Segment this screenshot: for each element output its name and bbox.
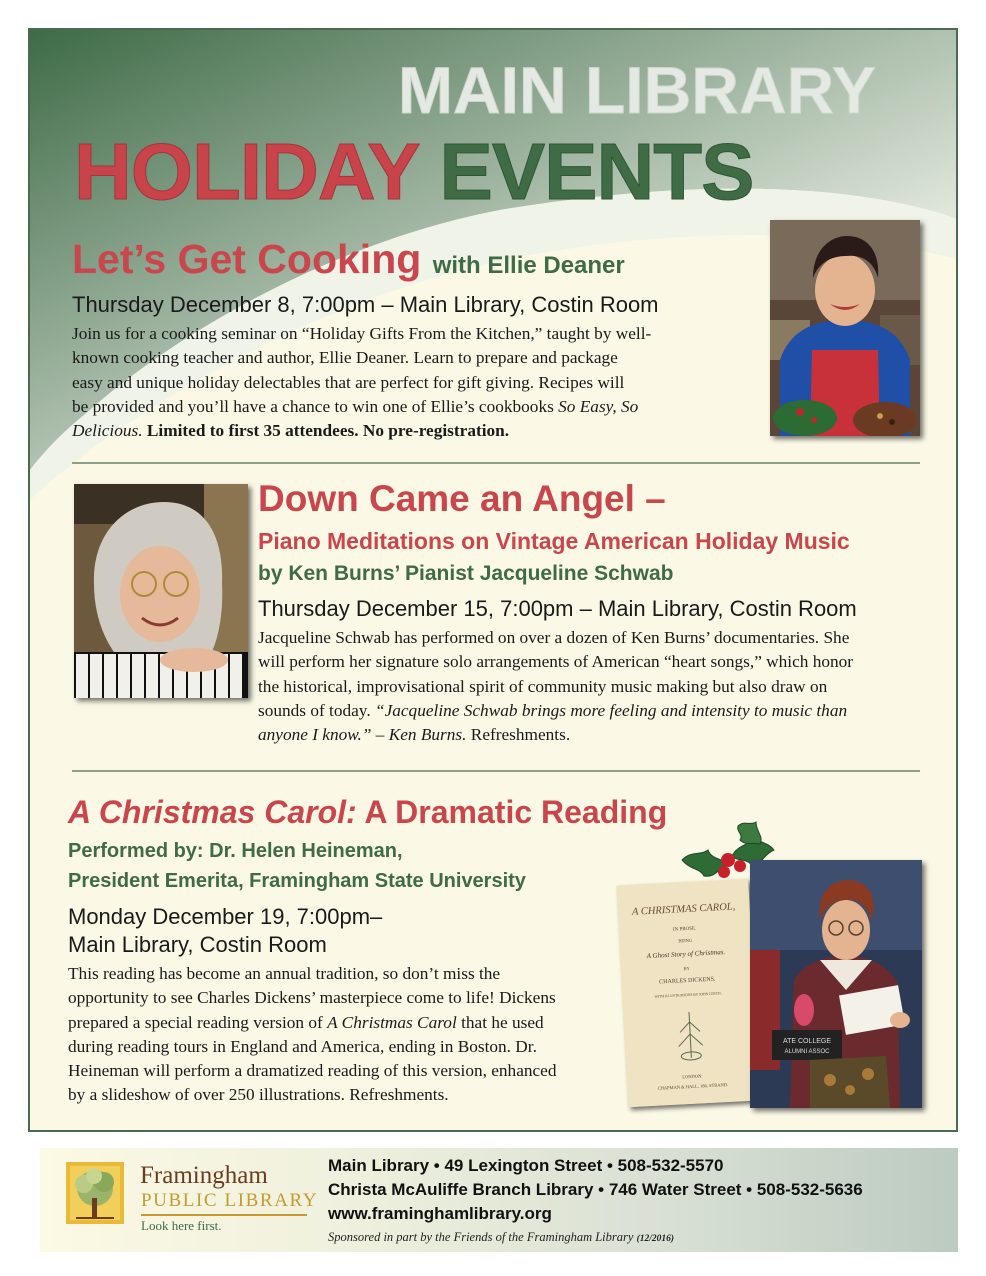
event3-description <box>68 962 628 1108</box>
book-author: CHARLES DICKENS. <box>659 976 716 986</box>
ellie-deaner-photo <box>770 220 920 436</box>
event3-title-italic: A Christmas Carol: <box>68 794 357 830</box>
sign-text-line2: ALUMNI ASSOC <box>784 1049 830 1055</box>
event1-limit-note: Limited to first 35 attendees. No pre-registration. <box>146 421 510 441</box>
header-events-word: EVENTS <box>439 127 754 216</box>
event3-location: Main Library, Costin Room <box>68 932 327 957</box>
event1-title: Let’s Get Cooking <box>72 236 422 282</box>
event3-body-line: prepared a special reading version of <box>68 1012 328 1032</box>
book-title: A CHRISTMAS CAROL, <box>631 901 736 918</box>
event2-quote-cont: anyone I know.” – Ken Burns. <box>258 725 467 745</box>
event1-description <box>72 322 702 443</box>
logo-divider <box>141 1214 307 1216</box>
event2-body-line: will perform her signature solo arrangements of American “heart songs,” which honor <box>258 652 854 672</box>
event3-performer: Performed by: Dr. Helen Heineman, <box>68 840 403 862</box>
event2-performer: by Ken Burns’ Pianist Jacqueline Schwab <box>258 562 674 585</box>
book-in-prose: IN PROSE. <box>672 926 697 933</box>
event3-date: Monday December 19, 7:00pm– <box>68 904 383 929</box>
tree-logo-icon <box>66 1162 124 1224</box>
book-ghost: A Ghost Story of Christmas. <box>646 948 726 961</box>
book-publisher: CHAPMAN & HALL, 186, STRAND. <box>657 1082 729 1091</box>
book-city: LONDON: <box>682 1073 703 1080</box>
event2-body-line: the historical, improvisational spirit of community music making but also draw on <box>258 676 828 696</box>
header-holiday-word: HOLIDAY <box>74 127 419 216</box>
helen-heineman-photo <box>750 860 922 1108</box>
event1-book-title: So Easy, So <box>558 396 639 416</box>
event3-italic-title: A Christmas Carol <box>327 1012 457 1032</box>
footer-date-code: (12/2016) <box>636 1234 675 1244</box>
event1-body-line: be provided and you’ll have a chance to win one of Ellie’s cookbooks <box>72 396 559 416</box>
book-by: BY <box>683 965 690 972</box>
footer-main-library: Main Library • 49 Lexington Street • 508-532-5570 <box>328 1156 724 1175</box>
event1-with-host: with Ellie Deaner <box>432 252 625 279</box>
event2-quote: “Jacqueline Schwab brings more feeling and intensity to music than <box>374 700 848 720</box>
event1-title-block <box>72 236 625 283</box>
book-being: BEING <box>678 937 693 944</box>
event2-title: Down Came an Angel – <box>258 478 666 519</box>
event3-body-line: Heineman will perform a dramatized reading of this version, enhanced <box>68 1061 557 1081</box>
section-divider <box>72 770 920 772</box>
event3-body-line: that he used <box>456 1012 544 1032</box>
event3-body-line: by a slideshow of over 250 illustrations. Refreshments. <box>68 1085 449 1105</box>
logo-framingham: Framingham <box>140 1162 268 1189</box>
event3-title-rest: A Dramatic Reading <box>356 794 668 830</box>
event3-body-line: during reading tours in England and America, ending in Boston. Dr. <box>68 1036 537 1056</box>
event1-body-line: easy and unique holiday delectables that are perfect for gift giving. Recipes will <box>72 372 625 392</box>
event1-date: Thursday December 8, 7:00pm – Main Library, Costin Room <box>72 292 659 317</box>
event3-performer-title: President Emerita, Framingham State University <box>68 870 526 892</box>
header-title-holiday-events <box>74 126 754 218</box>
sign-text-line1: ATE COLLEGE <box>782 1038 832 1045</box>
logo-public-library: PUBLIC LIBRARY <box>141 1190 319 1211</box>
event2-description <box>258 626 928 747</box>
section-divider <box>72 462 920 464</box>
event2-body-line: Jacqueline Schwab has performed on over a dozen of Ken Burns’ documentaries. She <box>258 628 850 647</box>
event2-body-line: sounds of today. <box>258 700 375 720</box>
event2-date: Thursday December 15, 7:00pm – Main Library, Costin Room <box>258 596 857 621</box>
poster-frame <box>28 28 958 1132</box>
footer-sponsor <box>328 1230 674 1245</box>
header-title-main-library: MAIN LIBRARY <box>398 53 876 127</box>
event3-body-line: This reading has become an annual tradition, so don’t miss the <box>68 964 501 983</box>
event1-body-line: known cooking teacher and author, Ellie Deaner. Learn to prepare and package <box>72 348 618 368</box>
christmas-carol-title-page <box>616 879 759 1108</box>
book-illustrations: WITH ILLUSTRATIONS BY JOHN LEECH. <box>654 991 722 999</box>
footer-bar <box>40 1148 958 1252</box>
footer-sponsor-text: Sponsored in part by the Friends of the Framingham Library <box>328 1230 634 1244</box>
jacqueline-schwab-photo <box>74 484 248 698</box>
footer-branch-library: Christa McAuliffe Branch Library • 746 Water Street • 508-532-5636 <box>328 1180 863 1199</box>
event2-refreshments: Refreshments. <box>466 725 571 745</box>
event3-title <box>68 794 667 831</box>
event3-body-line: opportunity to see Charles Dickens’ masterpiece come to life! Dickens <box>68 988 556 1008</box>
event1-body-line: Join us for a cooking seminar on “Holiday Gifts From the Kitchen,” taught by well- <box>72 324 652 343</box>
logo-tagline: Look here first. <box>141 1218 222 1233</box>
event2-subtitle: Piano Meditations on Vintage American Holiday Music <box>258 528 850 554</box>
event1-book-title-cont: Delicious. <box>72 421 143 441</box>
footer-website[interactable]: www.framinghamlibrary.org <box>328 1204 552 1223</box>
